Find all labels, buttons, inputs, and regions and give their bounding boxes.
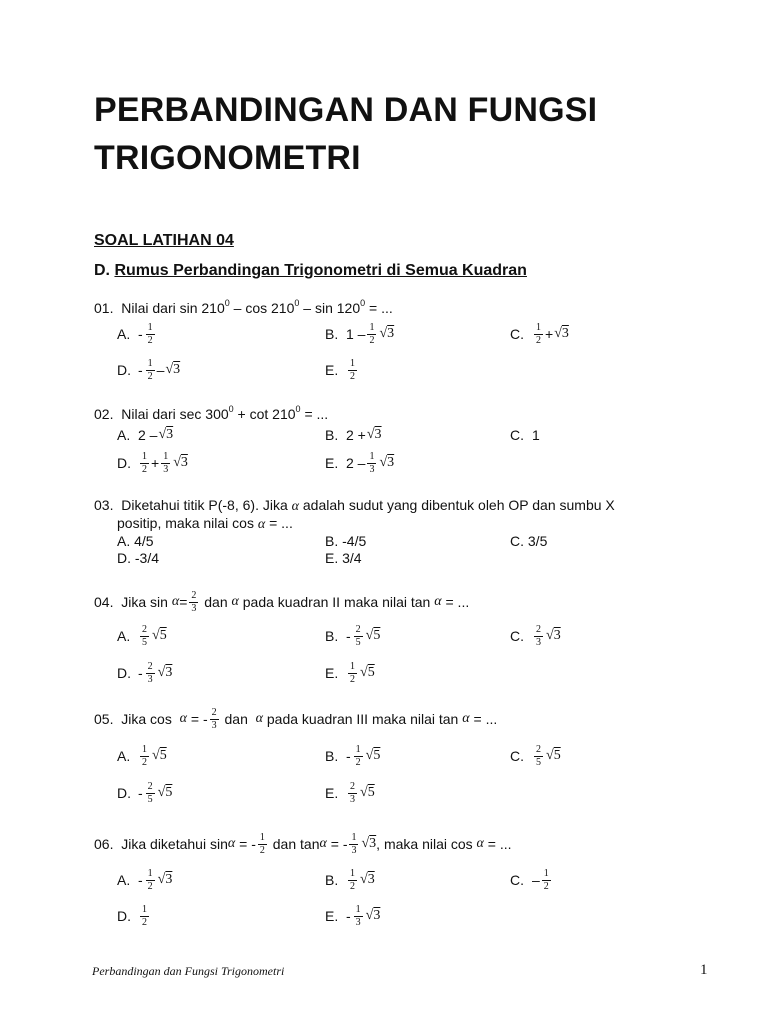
option-label: C. [510,748,524,764]
option-c[interactable] [510,738,561,774]
title-line-2: TRIGONOMETRI [94,139,361,177]
option-label: C. [510,872,524,888]
option-a[interactable] [117,862,172,898]
option-e[interactable] [325,352,359,388]
sqrt: √3 [360,872,375,887]
sqrt: √3 [173,455,188,470]
plus-sign: + [545,326,554,342]
question-03 [94,497,615,515]
degree-sup: 0 [360,298,366,308]
option-c[interactable] [510,618,561,654]
minus-sign: - [138,326,143,342]
option-c[interactable]: C. 3/5 [510,533,548,549]
option-e[interactable] [325,445,394,481]
question-text-part: Nilai dari sec 300 [121,406,229,422]
sqrt: √5 [365,748,381,763]
question-text-part: – cos 210 [229,300,295,316]
option-b[interactable] [325,316,394,352]
fraction: 1 2 [350,660,355,685]
fraction: 1 2 [350,357,355,382]
sqrt: √3 [366,427,382,442]
question-text-part: = ... [365,300,393,316]
fraction: 1 2 [259,831,265,856]
fraction: 1 3 [355,903,361,928]
fraction: 1 2 [147,357,153,382]
option-label: E. [325,785,339,801]
sqrt: √3 [379,455,395,470]
question-text-part: , maka nilai cos [376,836,473,852]
alpha-symbol: α [257,517,266,532]
minus-sign: - [138,665,143,681]
option-label: D. [117,908,131,924]
degree-sup: 0 [228,404,234,414]
degree-sup: 0 [224,298,230,308]
option-c[interactable] [510,417,540,453]
equals-sign: = [179,594,188,610]
section-title: Rumus Perbandingan Trigonometri di Semua Kuadran [114,262,527,279]
fraction: 2 3 [211,706,217,731]
option-label: B. [325,628,339,644]
sqrt: √3 [157,872,173,887]
fraction: 2 3 [350,780,355,805]
minus-sign: - [138,362,143,378]
section-letter: D. [94,262,110,279]
option-label: B. [325,427,339,443]
sqrt: √3 [158,427,174,442]
option-label: A. [117,872,131,888]
option-e[interactable] [325,775,375,811]
sqrt: √3 [165,362,181,377]
option-b[interactable] [325,738,380,774]
question-text-part: pada kuadran III maka nilai tan [266,711,459,727]
question-text-part: positip, maka nilai cos [117,515,254,531]
option-text: 2 + [346,427,366,443]
minus-sign: - [138,785,143,801]
sqrt: √3 [365,908,381,923]
question-number: 04. [94,594,114,610]
fraction: 1 2 [142,450,147,475]
option-d[interactable] [117,775,172,811]
equals-sign: = [190,711,200,727]
option-label: A. [117,628,131,644]
sqrt: √5 [152,628,167,643]
option-label: C. [510,427,524,443]
option-label: A. [117,748,131,764]
question-03-line-2 [117,515,293,533]
option-text: 2 – [138,427,158,443]
option-label: B. [325,872,339,888]
question-number: 01. [94,300,114,316]
option-a[interactable] [117,316,157,352]
option-text: 1 [532,427,540,443]
option-label: E. [325,665,339,681]
option-a[interactable] [117,618,167,654]
option-text: 2 – [346,455,366,471]
alpha-symbol: α [255,711,263,726]
option-label: E. [325,455,339,471]
minus-sign: – [156,362,165,378]
option-d[interactable]: D. -3/4 [117,550,160,566]
section-heading [94,262,527,280]
minus-sign: - [342,836,348,852]
fraction: 1 2 [142,743,147,768]
option-d[interactable] [117,655,172,691]
equals-sign: = [239,836,248,852]
page-title [94,86,714,182]
option-label: B. [325,326,339,342]
fraction: 1 2 [543,867,549,892]
question-text-part: dan [224,711,248,727]
option-label: D. [117,785,131,801]
alpha-symbol: α [179,711,187,726]
option-d[interactable] [117,445,188,481]
question-text-part: – sin 120 [299,300,361,316]
sqrt: √3 [361,836,377,851]
question-text-part: + cot 210 [233,406,296,422]
sqrt: √5 [360,785,375,800]
option-label: E. [325,908,339,924]
fraction: 2 3 [147,660,153,685]
alpha-symbol: α [462,711,470,726]
option-label: C. [510,326,524,342]
fraction: 1 2 [536,321,541,346]
sqrt: √5 [360,665,375,680]
minus-sign: - [346,908,351,924]
degree-sup: 0 [295,404,301,414]
question-text-part: = ... [300,406,329,422]
fraction: 2 5 [147,780,153,805]
option-label: D. [117,665,131,681]
option-label: D. [117,362,131,378]
option-b[interactable] [325,862,375,898]
question-text-part: = ... [445,594,470,610]
fraction: 2 5 [355,623,361,648]
fraction: 1 2 [369,321,375,346]
fraction: $\frac{2}{3}$ [191,589,197,614]
alpha-symbol: α [291,499,299,514]
sqrt: √5 [365,628,381,643]
sqrt: √5 [546,748,561,763]
option-label: B. [325,748,339,764]
question-number: 03. [94,497,114,513]
fraction: 2 5 [536,743,541,768]
question-text-part: Nilai dari sin 210 [121,300,225,316]
question-number: 06. [94,836,114,852]
minus-sign: - [346,628,351,644]
fraction: 1 2 [147,867,153,892]
fraction: 1 2 [350,867,355,892]
option-e[interactable] [325,655,375,691]
alpha-symbol: α [319,836,327,851]
option-c[interactable] [510,862,553,898]
minus-sign: - [346,748,351,764]
alpha-symbol: α [171,594,180,609]
option-label: D. [117,455,131,471]
question-text-part: dan tan [272,836,320,852]
question-05 [94,701,497,737]
fraction: 1 2 [147,321,153,346]
option-e[interactable] [325,898,380,934]
question-number: 05. [94,711,114,727]
sqrt: √3 [546,628,561,643]
question-text-part: = ... [473,711,498,727]
option-label: A. [117,326,131,342]
fraction: 1 3 [369,450,375,475]
fraction: 2 3 [536,623,541,648]
question-text-part: = ... [269,515,293,531]
alpha-symbol: α [227,836,236,851]
option-a[interactable] [117,738,167,774]
option-label: A. [117,427,131,443]
option-label: E. [325,362,339,378]
question-text-part: = ... [487,836,512,852]
question-06 [94,826,512,862]
minus-sign: – [532,872,540,888]
question-text-part: dan [204,594,228,610]
question-text-part: Jika cos [121,711,172,727]
question-text-part: Jika diketahui sin [121,836,228,852]
fraction: $\frac{1}{3}$ [163,450,169,475]
alpha-symbol: α [476,836,484,851]
option-e[interactable]: E. 3/4 [325,550,362,566]
option-text: 1 – [346,326,366,342]
question-04 [94,584,469,620]
option-c[interactable] [510,316,569,352]
fraction: 2 5 [142,623,147,648]
question-text-part: adalah sudut yang dibentuk oleh OP dan sumbu X [302,497,615,513]
option-a[interactable]: A. 4/5 [117,533,154,549]
minus-sign: - [251,836,256,852]
footer-title: Perbandingan dan Fungsi Trigonometri [92,964,285,978]
fraction: 1 2 [142,903,147,928]
question-text-part: pada kuadran II maka nilai tan [242,594,431,610]
sqrt: √5 [157,785,173,800]
minus-sign: - [202,711,208,727]
alpha-symbol: α [434,594,442,609]
plus-sign: + [151,455,160,471]
sqrt: √3 [554,326,569,341]
sqrt: √3 [157,665,173,680]
question-01 [94,298,393,316]
equals-sign: = [330,836,339,852]
question-number: 02. [94,406,114,422]
option-b[interactable] [325,618,380,654]
sqrt: √5 [152,748,167,763]
minus-sign: - [138,872,143,888]
alpha-symbol: α [231,594,239,609]
sqrt: √3 [379,326,395,341]
question-text-part: Jika sin [121,594,168,610]
page-number: 1 [700,962,708,978]
degree-sup: 0 [294,298,300,308]
option-label: C. [510,628,524,644]
option-d[interactable] [117,352,180,388]
fraction: 1 3 [351,831,357,856]
question-text-part: Diketahui titik P(-8, 6). Jika [121,497,288,513]
title-line-1: PERBANDINGAN DAN FUNGSI [94,91,598,129]
option-d[interactable] [117,898,151,934]
exercise-heading: SOAL LATIHAN 04 [94,232,234,249]
fraction: 1 2 [355,743,361,768]
option-b[interactable]: B. -4/5 [325,533,367,549]
